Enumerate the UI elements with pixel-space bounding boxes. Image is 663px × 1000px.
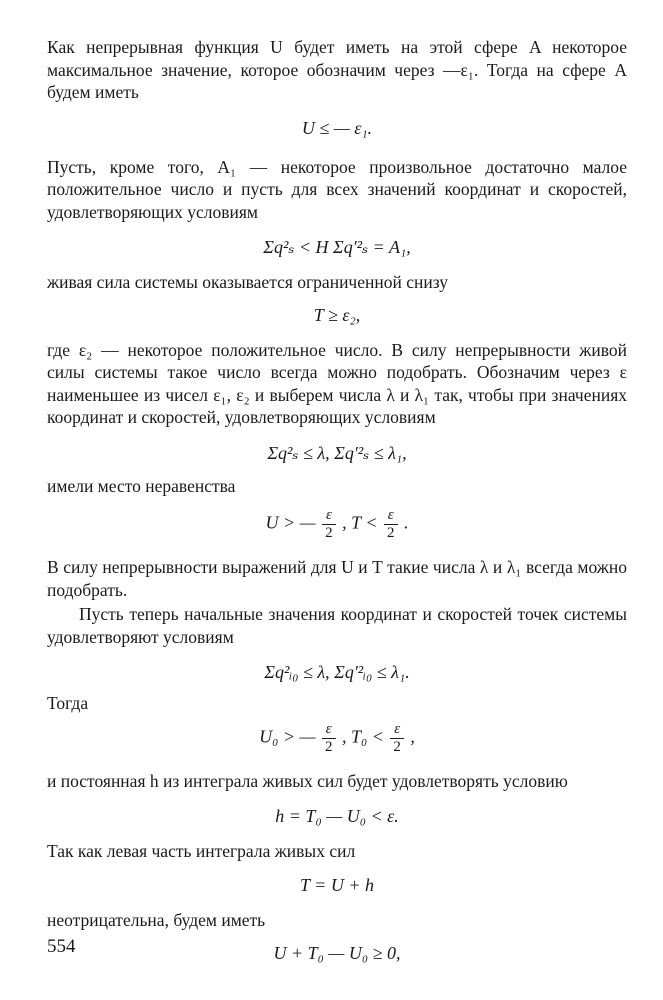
formula-end: . (404, 512, 409, 533)
fraction-numerator: ε (322, 507, 336, 525)
fraction-denominator: 2 (387, 525, 395, 541)
paragraph-kinetic-energy-bounded: живая сила системы оказывается ограниченной снизу (47, 272, 449, 292)
fraction-epsilon-half (322, 507, 336, 542)
formula-t-part: , T < (342, 512, 378, 533)
formula-t0-part: , T₀ < (342, 726, 384, 747)
formula-t-lower-bound: T ≥ ε₂, (313, 304, 361, 325)
formula-lambda-conditions: Σq²ₛ ≤ λ, Σq′²ₛ ≤ λ₁, (267, 442, 407, 463)
formula-u-part: U > — (265, 512, 316, 533)
paragraph-left-side: Так как левая часть интеграла живых сил (47, 841, 356, 861)
fraction-numerator: ε (384, 507, 398, 525)
formula-h-bound: h = T₀ — U₀ < ε. (275, 806, 399, 826)
paragraph-initial-values: Пусть теперь начальные значения координат и скоростей точек системы удовлетворяют условиям (47, 604, 627, 647)
paragraph-epsilon-choice: где ε₂ — некоторое положительное число. В силу непрерывности живой силы системы такое число всегда можно подобрать. Обозначим через ε наименьшее из чисел ε₁, ε₂ и выберем числа λ и λ₁ так, чтобы при значениях координат и скоростей, удовлетворяющих условиям (47, 339, 627, 427)
formula-coordinate-conditions: Σq²ₛ < H Σq′²ₛ = A₁, (263, 237, 411, 257)
formula-end: , (410, 726, 415, 747)
fraction-denominator: 2 (325, 525, 333, 541)
paragraph-then: Тогда (47, 693, 89, 713)
formula-u-t-inequalities (47, 507, 627, 542)
formula-final-inequality: U + T₀ — U₀ ≥ 0, (273, 943, 401, 963)
paragraph-continuity: В силу непрерывности выражений для U и T такие числа λ и λ₁ всегда можно подобрать. (47, 557, 627, 600)
paragraph-inequalities-hold: имели место неравенства (47, 475, 236, 496)
fraction-numerator: ε (322, 721, 336, 739)
page-body (47, 36, 627, 965)
fraction-denominator: 2 (325, 738, 333, 755)
paragraph-sphere-maximum: Как непрерывная функция U будет иметь на этой сфере A некоторое максимальное значение, которое обозначим через —ε₁. Тогда на сфере A будем иметь (47, 37, 627, 102)
fraction-epsilon-half (390, 721, 404, 756)
formula-initial-inequalities (47, 721, 627, 756)
formula-initial-conditions: Σq²ᵢ₀ ≤ λ, Σq′²ᵢ₀ ≤ λ₁. (264, 662, 410, 682)
fraction-epsilon-half (322, 721, 336, 756)
paragraph-nonnegative: неотрицательна, будем иметь (47, 909, 266, 930)
paragraph-energy-constant: и постоянная h из интеграла живых сил будет удовлетворять условию (47, 770, 568, 791)
formula-u0-part: U₀ > — (259, 726, 316, 747)
paragraph-a1-definition: Пусть, кроме того, A₁ — некоторое произвольное достаточно малое положительное число и пусть для всех значений координат и скоростей, удовлетворяющих условиям (47, 156, 627, 222)
fraction-denominator: 2 (393, 738, 401, 755)
formula-u-bound: U ≤ — ε₁. (301, 117, 373, 138)
page-number: 554 (47, 936, 76, 957)
fraction-numerator: ε (390, 721, 404, 739)
fraction-epsilon-half (384, 507, 398, 542)
formula-energy-integral: T = U + h (300, 874, 374, 895)
